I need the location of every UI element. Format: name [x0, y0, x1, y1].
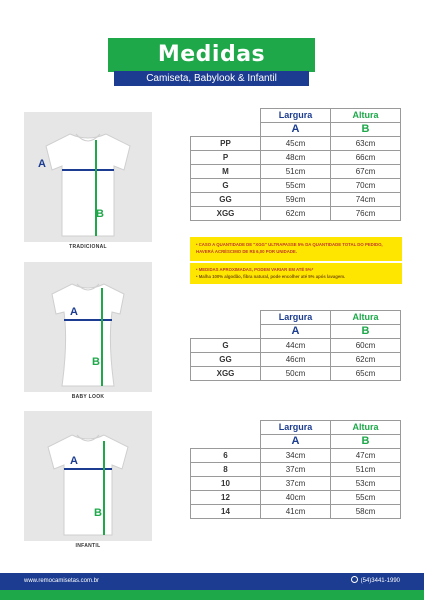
col-altura: Altura — [331, 421, 401, 435]
size-cell: GG — [191, 193, 261, 207]
footer-bar — [0, 573, 424, 590]
page-subtitle: Camiseta, Babylook & Infantil — [114, 71, 309, 86]
size-cell: XGG — [191, 207, 261, 221]
largura-cell: 40cm — [261, 491, 331, 505]
website-link[interactable]: www.remocamisetas.com.br — [24, 578, 100, 584]
table-row — [191, 165, 401, 179]
col-largura: Largura — [261, 311, 331, 325]
altura-cell: 55cm — [331, 491, 401, 505]
size-table-infantil — [190, 420, 401, 519]
col-a: A — [261, 435, 331, 449]
col-b: B — [331, 325, 401, 339]
altura-cell: 62cm — [331, 353, 401, 367]
col-b: B — [331, 123, 401, 137]
largura-cell: 45cm — [261, 137, 331, 151]
table-row — [191, 193, 401, 207]
caption-babylook: BABY LOOK — [71, 394, 105, 400]
largura-cell: 51cm — [261, 165, 331, 179]
altura-cell: 53cm — [331, 477, 401, 491]
size-cell: PP — [191, 137, 261, 151]
size-cell: P — [191, 151, 261, 165]
size-cell: XGG — [191, 367, 261, 381]
table-row — [191, 505, 401, 519]
table-row — [191, 477, 401, 491]
footer-stripe — [0, 590, 424, 600]
largura-cell: 62cm — [261, 207, 331, 221]
col-b: B — [331, 435, 401, 449]
table-row — [191, 367, 401, 381]
largura-cell: 50cm — [261, 367, 331, 381]
size-cell: 10 — [191, 477, 261, 491]
col-a: A — [261, 123, 331, 137]
letter-b-label: B — [94, 507, 102, 519]
size-cell: GG — [191, 353, 261, 367]
largura-cell: 48cm — [261, 151, 331, 165]
kids-shirt-icon — [24, 411, 152, 541]
altura-cell: 76cm — [331, 207, 401, 221]
letter-b-label: B — [96, 208, 104, 220]
largura-cell: 55cm — [261, 179, 331, 193]
table-row — [191, 463, 401, 477]
altura-cell: 65cm — [331, 367, 401, 381]
largura-cell: 37cm — [261, 477, 331, 491]
shirt-panel-babylook — [24, 262, 152, 392]
size-cell: 8 — [191, 463, 261, 477]
altura-cell: 67cm — [331, 165, 401, 179]
size-cell: M — [191, 165, 261, 179]
col-largura: Largura — [261, 109, 331, 123]
table-row — [191, 339, 401, 353]
largura-cell: 41cm — [261, 505, 331, 519]
largura-cell: 34cm — [261, 449, 331, 463]
xgg-surcharge-note: • CASO A QUANTIDADE DE "XGG" ULTRAPASSE 5% DA QUANTIDADE TOTAL DO PEDIDO, HAVERÁ ACRÉSCIMO DE R$ 6,00 POR UNIDADE. — [190, 237, 402, 261]
size-cell: 6 — [191, 449, 261, 463]
largura-cell: 44cm — [261, 339, 331, 353]
fabric-note: • Malha 100% algodão, fibra natural, pode encolher até 5% após lavagem. — [196, 274, 346, 279]
altura-cell: 63cm — [331, 137, 401, 151]
table-row — [191, 137, 401, 151]
table-row — [191, 207, 401, 221]
col-altura: Altura — [331, 109, 401, 123]
whatsapp-icon — [351, 576, 358, 583]
size-cell: G — [191, 179, 261, 193]
table-row — [191, 151, 401, 165]
altura-cell: 60cm — [331, 339, 401, 353]
size-table-babylook — [190, 310, 401, 381]
col-a: A — [261, 325, 331, 339]
table-row — [191, 491, 401, 505]
measurement-notes — [190, 263, 402, 284]
page-title: Medidas — [108, 38, 315, 72]
altura-cell: 51cm — [331, 463, 401, 477]
phone-number: (54)3441-1990 — [360, 578, 400, 584]
table-row — [191, 449, 401, 463]
letter-a-label: A — [38, 158, 46, 170]
size-cell: G — [191, 339, 261, 353]
altura-cell: 74cm — [331, 193, 401, 207]
letter-a-label: A — [70, 455, 78, 467]
largura-cell: 46cm — [261, 353, 331, 367]
tshirt-icon — [24, 112, 152, 242]
letter-b-label: B — [92, 356, 100, 368]
letter-a-label: A — [70, 306, 78, 318]
altura-cell: 47cm — [331, 449, 401, 463]
largura-cell: 37cm — [261, 463, 331, 477]
altura-cell: 58cm — [331, 505, 401, 519]
size-cell: 14 — [191, 505, 261, 519]
caption-infantil: INFANTIL — [75, 543, 101, 549]
babylook-shirt-icon — [24, 262, 152, 392]
shirt-panel-infantil — [24, 411, 152, 541]
col-altura: Altura — [331, 311, 401, 325]
altura-cell: 70cm — [331, 179, 401, 193]
size-cell: 12 — [191, 491, 261, 505]
phone-contact[interactable] — [351, 573, 400, 590]
table-row — [191, 179, 401, 193]
table-row — [191, 353, 401, 367]
caption-tradicional: TRADICIONAL — [69, 244, 107, 250]
largura-cell: 59cm — [261, 193, 331, 207]
altura-cell: 66cm — [331, 151, 401, 165]
shirt-panel-tradicional — [24, 112, 152, 242]
size-table-tradicional — [190, 108, 401, 221]
approx-note: • MEDIDAS APROXIMADAS, PODEM VARIAR EM ATÉ 5%* — [196, 267, 314, 272]
col-largura: Largura — [261, 421, 331, 435]
